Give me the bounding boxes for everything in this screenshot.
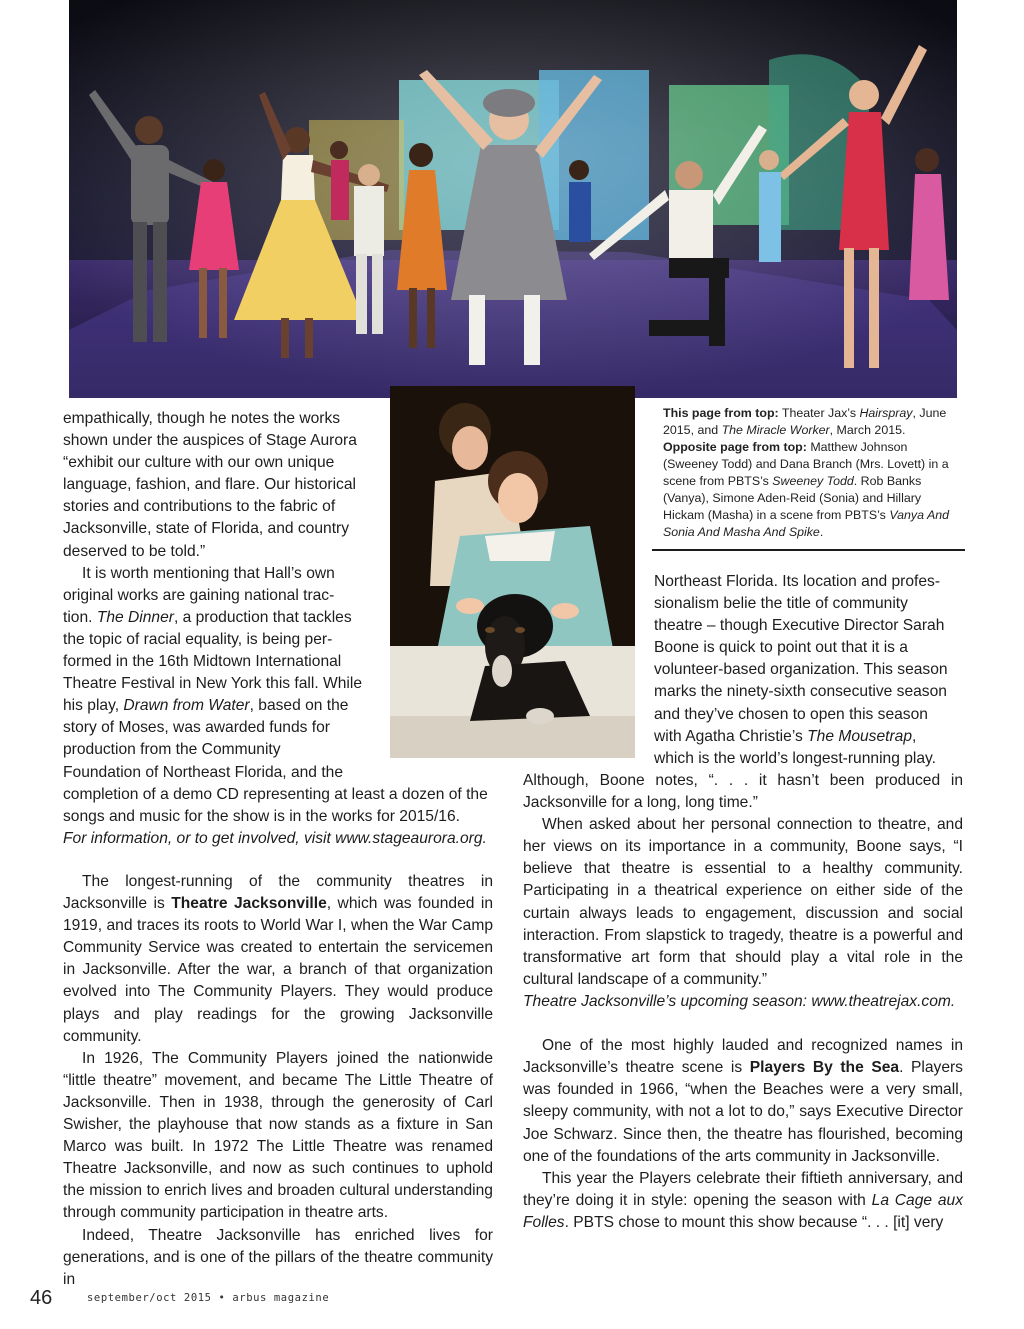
body-line: stories and contributions to the fabric of xyxy=(63,498,336,516)
caption-divider xyxy=(652,549,965,551)
body-line: the topic of racial equality, is being per- xyxy=(63,630,333,648)
caption-opposite-page: Opposite page from top: Matthew Johnson (Sweeney Todd) and Dana Branch (Mrs. Lovett) in a scene from PBTS’s Sweeney Todd. Rob Banks (Vanya), Simone Aden-Reid (Sonia) and Hillary Hickam (Masha) in a scene from PBTS’s Vanya And Sonia And Masha And Spike. xyxy=(663,440,950,539)
paragraph: In 1926, The Community Players joined the nationwide “little theatre” movement, and became The Little Theatre of Jacksonville. Then in 1938, through the generosity of Carl Swisher, the playhouse that now stands as a fixture in San Marco was built. In 1972 The Little Theatre was renamed Theatre Jacksonville, and now as such continues to uphold the mission to enrich lives and broaden cultural understanding through community participation in theatre arts. xyxy=(63,1049,493,1222)
body-line: original works are gaining national trac- xyxy=(63,586,335,604)
paragraph: Indeed, Theatre Jacksonville has enriched lives for generations, and is one of the pillars of the theatre community in xyxy=(63,1226,493,1288)
body-line: story of Moses, was awarded funds for xyxy=(63,719,330,737)
theatre-name: Theatre Jacksonville xyxy=(171,895,327,913)
paragraph: One of the most highly lauded and recognized names in Jacksonville’s theatre scene is Players By the Sea. Players was founded in 1966, “when the Beaches were a very small, sleepy community, with not a lot to do,” says Executive Director Joe Schwarz. Since then, the theatre has flourished, becoming one of the foundations of the arts community in Jacksonville. xyxy=(523,1037,963,1165)
body-line: language, fashion, and flare. Our historical xyxy=(63,476,356,494)
play-title: The Mousetrap xyxy=(807,727,913,745)
info-link-line[interactable]: Theatre Jacksonville’s upcoming season: www.theatrejax.com. xyxy=(523,992,956,1010)
column-a-theatre-jacksonville xyxy=(63,871,493,1291)
body-line: Foundation of Northeast Florida, and the xyxy=(63,763,343,781)
column-a-intro xyxy=(63,408,488,850)
body-line: formed in the 16th Midtown International xyxy=(63,653,342,671)
body-line: production from the Community xyxy=(63,741,281,759)
body-line: completion of a demo CD representing at least a dozen of the xyxy=(63,785,488,803)
hairspray-photo xyxy=(69,0,957,398)
body-line: “exhibit our culture with our own unique xyxy=(63,454,335,472)
body-line: marks the ninety-sixth consecutive season xyxy=(654,683,947,701)
body-line: with Agatha Christie’s The Mousetrap, xyxy=(654,727,917,745)
body-line: Northeast Florida. Its location and profes- xyxy=(654,573,941,590)
body-line: theatre – though Executive Director Sarah xyxy=(654,617,945,635)
body-line: songs and music for the show is in the works for 2015/16. xyxy=(63,807,460,825)
page-number: 46 xyxy=(30,1287,53,1309)
body-line: which is the world’s longest-running play. xyxy=(654,749,936,767)
body-line: Theatre Festival in New York this fall. While xyxy=(63,675,362,693)
body-line: sionalism belie the title of community xyxy=(654,595,908,613)
body-line: tion. The Dinner, a production that tackles xyxy=(63,608,352,626)
paragraph: This year the Players celebrate their fiftieth anniversary, and they’re doing it in style: opening the season with La Cage aux Folles. PBTS chose to mount this show because “. . . [it] very xyxy=(523,1169,963,1231)
paragraph: The longest-running of the community theatres in Jacksonville is Theatre Jacksonville, which was founded in 1919, and traces its roots to World War I, when the War Camp Community Service was created to entertain the servicemen in Jacksonville. After the war, a branch of that organization evolved into The Community Players. They would produce plays and play readings for the growing Jacksonville community. xyxy=(63,873,494,1045)
play-title: La Cage aux Folles xyxy=(523,1191,963,1231)
section-gap xyxy=(523,1013,963,1035)
caption-this-page: This page from top: Theater Jax’s Hairspray, June 2015, and The Miracle Worker, March 2015. xyxy=(663,406,947,437)
info-link-line[interactable]: For information, or to get involved, visit www.stageaurora.org. xyxy=(63,829,487,847)
paragraph: When asked about her personal connection to theatre, and her views on its importance in a community, Boone says, “I believe that theatre is essential to a healthy community. Participating in a theatrical experience on either side of the curtain always leads to engagement, discussion and social interaction. From slapstick to tragedy, theatre is a powerful and transformative art form that should play a vital role in the cultural landscape of a community.” xyxy=(523,816,963,988)
body-line: Boone is quick to point out that it is a xyxy=(654,639,908,657)
body-line: his play, Drawn from Water, based on the xyxy=(63,697,349,715)
play-title: The Dinner xyxy=(96,608,174,626)
body-line: and they’ve chosen to open this season xyxy=(654,705,928,723)
theatre-name: Players By the Sea xyxy=(749,1059,900,1077)
running-footer: september/oct 2015 • arbus magazine xyxy=(87,1292,330,1304)
photo-caption xyxy=(663,405,965,541)
body-line: It is worth mentioning that Hall’s own xyxy=(82,564,335,582)
column-b-intro xyxy=(654,571,948,770)
paragraph: Although, Boone notes, “. . . it hasn’t been produced in Jacksonville for a long, long time.” xyxy=(523,772,963,812)
body-line: deserved to be told.” xyxy=(63,542,206,560)
body-line: empathically, though he notes the works xyxy=(63,410,341,427)
body-line: volunteer-based organization. This season xyxy=(654,661,948,679)
column-b-main xyxy=(523,770,963,1234)
body-line: shown under the auspices of Stage Aurora xyxy=(63,432,357,450)
play-title: Drawn from Water xyxy=(123,697,250,715)
body-line: Jacksonville, state of Florida, and country xyxy=(63,520,350,538)
